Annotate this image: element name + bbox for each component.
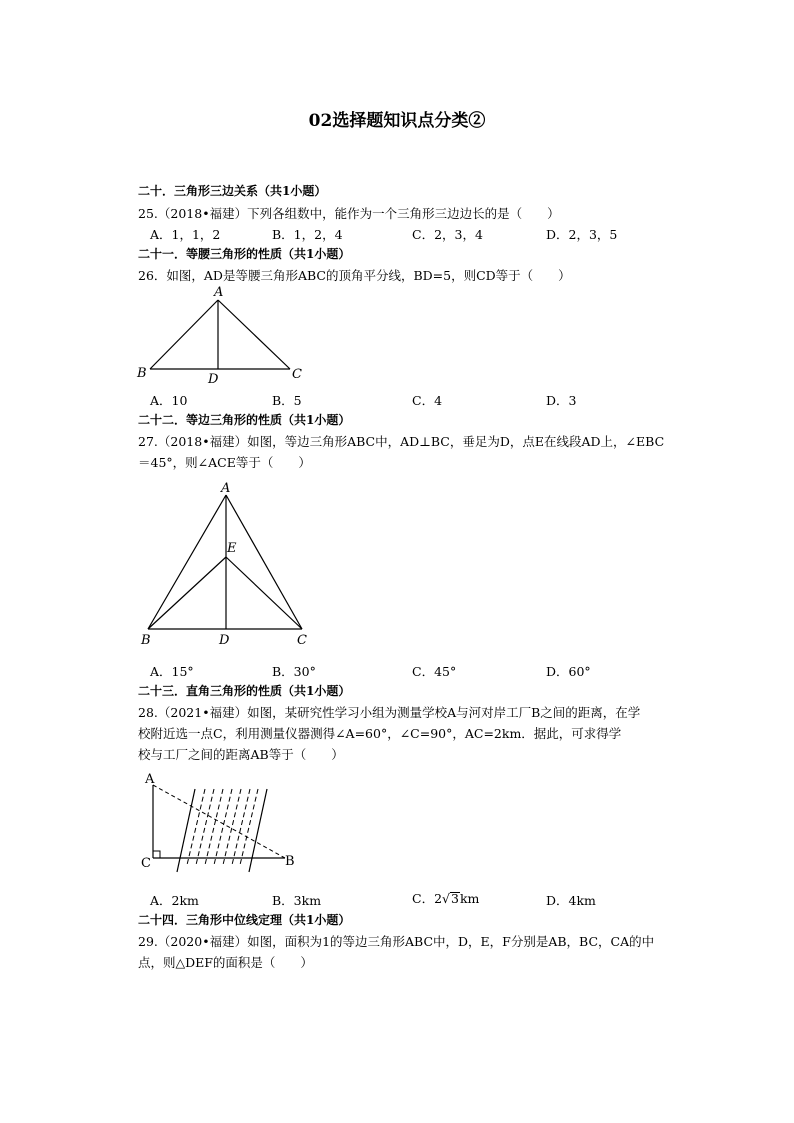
- question-28-line-3: 校与工厂之间的距离AB等于（ ）: [138, 747, 344, 762]
- q27-option-a: A．15°: [150, 664, 194, 679]
- question-26-stem: 26．如图，AD是等腰三角形ABC的顶角平分线，BD=5，则CD等于（ ）: [138, 268, 571, 283]
- q27-label-d: D: [219, 633, 230, 648]
- q28-river-line-6: [232, 789, 250, 865]
- q28-option-b: B．3km: [272, 893, 322, 908]
- q28-label-b: B: [285, 854, 295, 869]
- q27-label-e: E: [227, 541, 237, 556]
- q27-segment-be: [148, 557, 226, 629]
- q27-equilateral-triangle-figure: [135, 478, 320, 653]
- q28-river-figure: [135, 765, 305, 880]
- section-heading-23: 二十三．直角三角形的性质（共1小题）: [138, 684, 351, 698]
- q27-segment-ce: [226, 557, 302, 629]
- q28-riverbank-right: [249, 789, 267, 872]
- q27-option-b: B．30°: [272, 664, 316, 679]
- q27-label-a: A: [221, 481, 231, 496]
- q27-option-d: D．60°: [546, 664, 591, 679]
- q28-river-line-3: [205, 789, 223, 865]
- question-29-line-2: 点，则△DEF的面积是（ ）: [138, 955, 313, 970]
- q26-label-d: D: [208, 372, 219, 387]
- section-heading-22: 二十二．等边三角形的性质（共1小题）: [138, 413, 351, 427]
- q25-option-d: D．2，3，5: [546, 227, 618, 242]
- q26-side-ab: [150, 300, 218, 369]
- q26-label-a: A: [214, 285, 224, 300]
- sqrt-sign-icon: √: [442, 891, 450, 906]
- q28-river-line-1: [187, 789, 205, 865]
- q28-option-c-prefix: C．2: [412, 891, 443, 906]
- q27-option-c: C．45°: [412, 664, 457, 679]
- q26-option-c: C．4: [412, 393, 443, 408]
- page-title: 02选择题知识点分类②: [308, 111, 486, 131]
- q28-label-c: C: [141, 856, 151, 871]
- q27-label-c: C: [297, 633, 307, 648]
- q28-option-a: A．2km: [150, 893, 199, 908]
- q28-label-a: A: [145, 772, 155, 787]
- question-28-line-2: 校附近选一点C，利用测量仪器测得∠A=60°，∠C=90°，AC=2km．据此，可求得学: [138, 726, 622, 741]
- q28-option-d: D．4km: [546, 893, 596, 908]
- question-27-line-1: 27.（2018•福建）如图，等边三角形ABC中，AD⊥BC，垂足为D，点E在线段AD上，∠EBC: [138, 434, 665, 449]
- question-27-line-2: ＝45°，则∠ACE等于（ ）: [138, 455, 311, 470]
- q28-option-c-unit: km: [459, 891, 480, 906]
- q28-right-angle-mark: [153, 851, 160, 858]
- q25-option-a: A．1，1，2: [150, 227, 221, 242]
- question-25-stem: 25.（2018•福建）下列各组数中，能作为一个三角形三边边长的是（ ）: [138, 206, 560, 221]
- q27-side-ab: [148, 495, 226, 629]
- q26-side-ac: [218, 300, 290, 369]
- q26-option-b: B．5: [272, 393, 302, 408]
- q27-side-ac: [226, 495, 302, 629]
- q25-option-c: C．2，3，4: [412, 227, 483, 242]
- section-heading-20: 二十．三角形三边关系（共1小题）: [138, 184, 327, 198]
- q26-option-d: D．3: [546, 393, 577, 408]
- q28-option-c-radicand: 3: [451, 891, 459, 906]
- q26-option-a: A．10: [150, 393, 188, 408]
- q26-label-c: C: [292, 367, 302, 382]
- q28-river-line-5: [223, 789, 241, 865]
- q28-river-line-2: [196, 789, 214, 865]
- q25-option-b: B．1，2，4: [272, 227, 343, 242]
- q28-option-c: [412, 889, 479, 907]
- section-heading-21: 二十一．等腰三角形的性质（共1小题）: [138, 247, 351, 261]
- q28-riverbank-left: [177, 789, 195, 872]
- q26-label-b: B: [137, 366, 147, 381]
- q27-label-b: B: [141, 633, 151, 648]
- section-heading-24: 二十四．三角形中位线定理（共1小题）: [138, 913, 351, 927]
- q28-river-line-7: [240, 789, 258, 865]
- q26-triangle-figure: [132, 280, 312, 390]
- question-29-line-1: 29.（2020•福建）如图，面积为1的等边三角形ABC中，D，E，F分别是AB，BC，CA的中: [138, 934, 655, 949]
- question-28-line-1: 28.（2021•福建）如图，某研究性学习小组为测量学校A与河对岸工厂B之间的距离，在学: [138, 705, 641, 720]
